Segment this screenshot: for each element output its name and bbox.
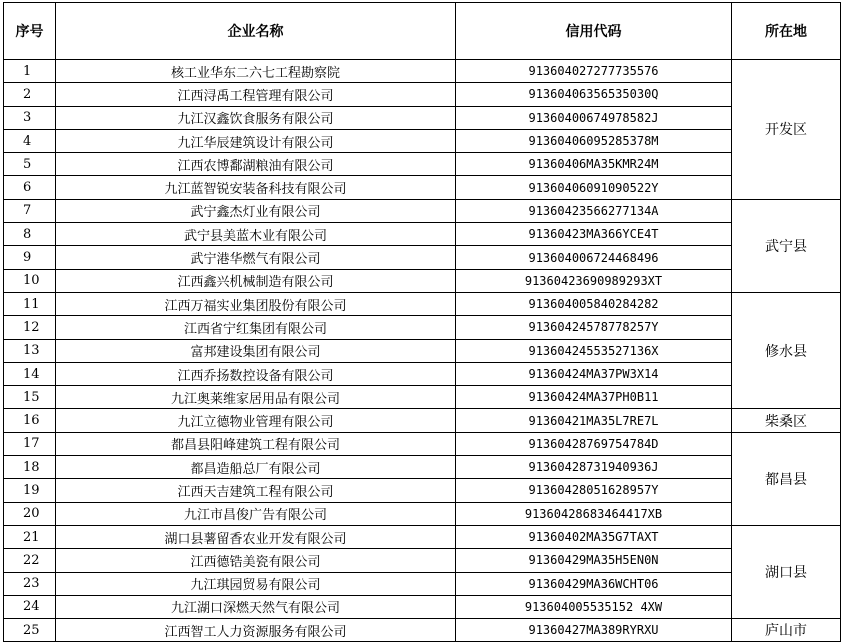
row-seq: 2 [4, 83, 56, 106]
row-name: 江西天吉建筑工程有限公司 [56, 479, 456, 502]
row-name: 九江琪园贸易有限公司 [56, 572, 456, 595]
table-row [4, 432, 841, 455]
row-name: 江西鑫兴机械制造有限公司 [56, 269, 456, 292]
location-cell: 武宁县 [732, 199, 841, 292]
location-cell: 都昌县 [732, 432, 841, 525]
table-row [4, 595, 841, 618]
table-row [4, 456, 841, 479]
row-code: 91360423MA366YCE4T [456, 223, 732, 246]
row-seq: 19 [4, 479, 56, 502]
row-name: 九江奥莱维家居用品有限公司 [56, 386, 456, 409]
table-row [4, 525, 841, 548]
table-row [4, 409, 841, 432]
row-seq: 18 [4, 456, 56, 479]
row-seq: 13 [4, 339, 56, 362]
row-code: 91360424MA37PW3X14 [456, 362, 732, 385]
row-code: 91360429MA36WCHT06 [456, 572, 732, 595]
table-row [4, 223, 841, 246]
header-seq: 序号 [4, 3, 56, 60]
header-location: 所在地 [732, 3, 841, 60]
row-code: 91360406091090522Y [456, 176, 732, 199]
row-code: 91360406095285378M [456, 129, 732, 152]
row-code: 91360423566277134A [456, 199, 732, 222]
header-name: 企业名称 [56, 3, 456, 60]
row-name: 九江蓝智锐安装备科技有限公司 [56, 176, 456, 199]
row-seq: 25 [4, 619, 56, 642]
location-cell: 柴桑区 [732, 409, 841, 432]
table-row [4, 292, 841, 315]
row-seq: 23 [4, 572, 56, 595]
row-name: 江西智工人力资源服务有限公司 [56, 619, 456, 642]
row-name: 湖口县薯留香农业开发有限公司 [56, 525, 456, 548]
row-seq: 14 [4, 362, 56, 385]
row-code: 91360428683464417XB [456, 502, 732, 525]
row-code: 91360427MA389RYRXU [456, 619, 732, 642]
row-seq: 10 [4, 269, 56, 292]
row-code: 91360428051628957Y [456, 479, 732, 502]
location-cell: 湖口县 [732, 525, 841, 618]
row-name: 江西万福实业集团股份有限公司 [56, 292, 456, 315]
row-seq: 8 [4, 223, 56, 246]
table-row [4, 502, 841, 525]
row-name: 江西农博鄱湖粮油有限公司 [56, 153, 456, 176]
row-seq: 11 [4, 292, 56, 315]
row-code: 91360428769754784D [456, 432, 732, 455]
row-seq: 12 [4, 316, 56, 339]
table-row [4, 572, 841, 595]
header-code: 信用代码 [456, 3, 732, 60]
table-row [4, 269, 841, 292]
row-seq: 16 [4, 409, 56, 432]
row-name: 九江湖口深燃天然气有限公司 [56, 595, 456, 618]
row-seq: 17 [4, 432, 56, 455]
row-name: 核工业华东二六七工程勘察院 [56, 60, 456, 83]
table-row [4, 246, 841, 269]
row-code: 91360429MA35H5EN0N [456, 549, 732, 572]
row-seq: 3 [4, 106, 56, 129]
header-row [4, 3, 841, 60]
row-code: 91360424578778257Y [456, 316, 732, 339]
row-code: 91360406356535030Q [456, 83, 732, 106]
table-row [4, 316, 841, 339]
table-row [4, 83, 841, 106]
row-name: 都昌造船总厂有限公司 [56, 456, 456, 479]
row-code: 913604027277735576 [456, 60, 732, 83]
row-name: 武宁鑫杰灯业有限公司 [56, 199, 456, 222]
row-code: 913604005840284282 [456, 292, 732, 315]
table-row [4, 153, 841, 176]
row-code: 91360424MA37PH0B11 [456, 386, 732, 409]
row-name: 九江立德物业管理有限公司 [56, 409, 456, 432]
row-name: 九江华辰建筑设计有限公司 [56, 129, 456, 152]
table-row [4, 362, 841, 385]
table-row [4, 129, 841, 152]
table-row [4, 176, 841, 199]
enterprise-table [3, 2, 841, 642]
row-code: 91360423690989293XT [456, 269, 732, 292]
row-code: 913604006724468496 [456, 246, 732, 269]
row-code: 91360406MA35KMR24M [456, 153, 732, 176]
row-seq: 1 [4, 60, 56, 83]
row-seq: 6 [4, 176, 56, 199]
table-row [4, 619, 841, 642]
location-cell: 庐山市 [732, 619, 841, 642]
location-cell: 修水县 [732, 292, 841, 408]
row-name: 都昌县阳峰建筑工程有限公司 [56, 432, 456, 455]
table-row [4, 386, 841, 409]
row-seq: 24 [4, 595, 56, 618]
row-seq: 4 [4, 129, 56, 152]
table-row [4, 199, 841, 222]
row-name: 江西德锆美瓷有限公司 [56, 549, 456, 572]
table-row [4, 106, 841, 129]
row-seq: 9 [4, 246, 56, 269]
row-seq: 21 [4, 525, 56, 548]
row-code: 91360424553527136X [456, 339, 732, 362]
row-name: 富邦建设集团有限公司 [56, 339, 456, 362]
row-name: 武宁港华燃气有限公司 [56, 246, 456, 269]
row-name: 江西乔扬数控设备有限公司 [56, 362, 456, 385]
row-seq: 5 [4, 153, 56, 176]
table-row [4, 60, 841, 83]
table-row [4, 479, 841, 502]
row-code: 91360400674978582J [456, 106, 732, 129]
row-code: 913604005535152 4XW [456, 595, 732, 618]
table-row [4, 339, 841, 362]
row-name: 九江汉鑫饮食服务有限公司 [56, 106, 456, 129]
row-code: 91360428731940936J [456, 456, 732, 479]
location-cell: 开发区 [732, 60, 841, 200]
row-name: 武宁县美蓝木业有限公司 [56, 223, 456, 246]
row-name: 江西省宁红集团有限公司 [56, 316, 456, 339]
row-seq: 20 [4, 502, 56, 525]
row-name: 九江市昌俊广告有限公司 [56, 502, 456, 525]
row-name: 江西浔禹工程管理有限公司 [56, 83, 456, 106]
row-code: 91360402MA35G7TAXT [456, 525, 732, 548]
row-seq: 7 [4, 199, 56, 222]
table-row [4, 549, 841, 572]
row-seq: 15 [4, 386, 56, 409]
row-code: 91360421MA35L7RE7L [456, 409, 732, 432]
row-seq: 22 [4, 549, 56, 572]
